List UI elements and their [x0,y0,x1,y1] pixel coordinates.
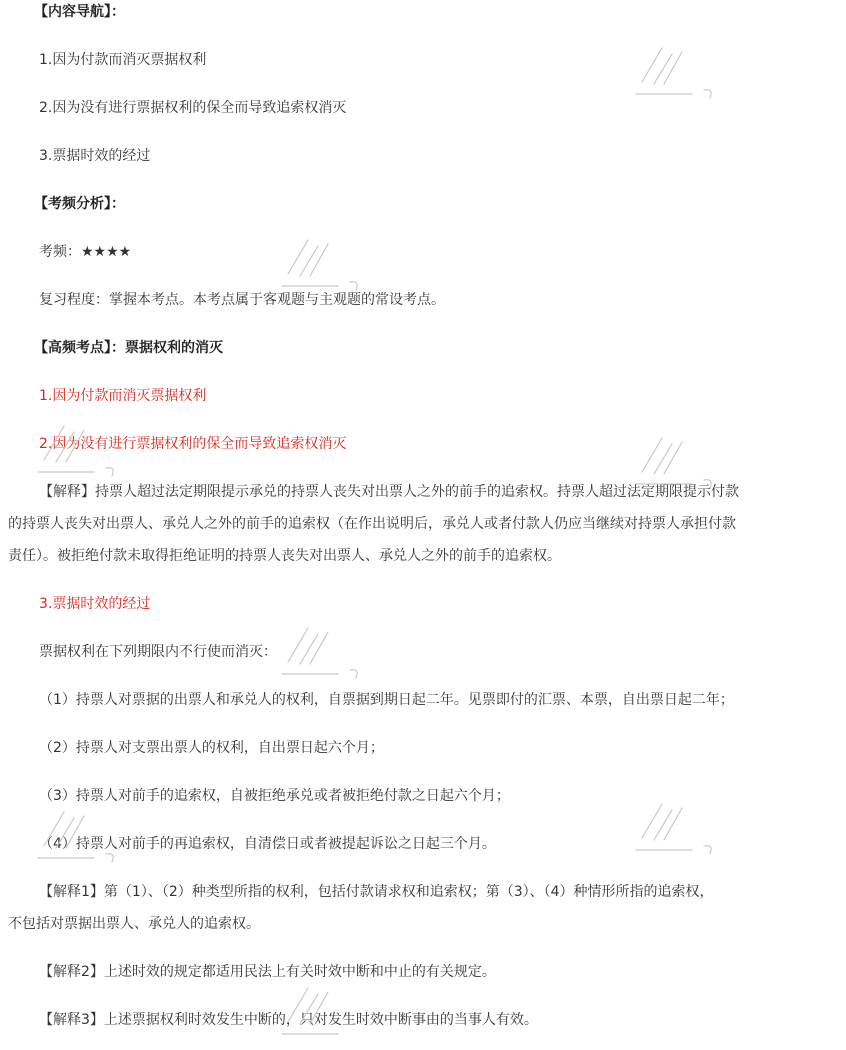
watermark-icon [278,620,368,690]
note-3: 【解释3】上述票据权利时效发生中断的，只对发生时效中断事由的当事人有效。 [39,1012,538,1028]
note-1 [8,876,840,940]
limitation-item-4: （4）持票人对前手的再追索权，自清偿日或者被提起诉讼之日起三个月。 [39,836,496,852]
limitation-item-3: （3）持票人对前手的追索权，自被拒绝承兑或者被拒绝付款之日起六个月； [39,788,510,804]
limitation-item-1: （1）持票人对票据的出票人和承兑人的权利，自票据到期日起二年。见票即付的汇票、本票，自出票日起二年； [39,692,734,708]
watermark-icon [632,796,722,866]
nav-heading: 【内容导航】： [34,4,125,20]
explanation-line-2: 的持票人丧失对出票人、承兑人之外的前手的追索权（在作出说明后，承兑人或者付款人仍应当继续对持票人承担付款 [8,516,736,532]
nav-item-3: 3.票据时效的经过 [39,148,151,164]
limitation-item-2: （2）持票人对支票出票人的权利，自出票日起六个月； [39,740,384,756]
frequency-rating: 考频：★★★★ [39,244,132,260]
hot-item-2: 2.因为没有进行票据权利的保全而导致追索权消灭 [39,436,347,452]
watermark-icon [632,40,722,110]
limitation-intro: 票据权利在下列期限内不行使而消灭： [39,644,277,660]
hot-item-3: 3.票据时效的经过 [39,596,151,612]
freq-heading: 【考频分析】： [34,196,125,212]
hot-heading: 【高频考点】：票据权利的消灭 [34,340,223,356]
note-2: 【解释2】上述时效的规定都适用民法上有关时效中断和中止的有关规定。 [39,964,496,980]
nav-item-2: 2.因为没有进行票据权利的保全而导致追索权消灭 [39,100,347,116]
hot-item-1: 1.因为付款而消灭票据权利 [39,388,207,404]
explanation-line-3: 责任）。被拒绝付款未取得拒绝证明的持票人丧失对出票人、承兑人之外的前手的追索权。 [8,548,561,564]
explanation-line-1: 【解释】持票人超过法定期限提示承兑的持票人丧失对出票人之外的前手的追索权。持票人超过法定期限提示付款 [39,484,739,500]
explanation-main [8,476,840,572]
note-1-line-2: 不包括对票据出票人、承兑人的追索权。 [8,916,260,932]
nav-item-1: 1.因为付款而消灭票据权利 [39,52,207,68]
note-1-line-1: 【解释1】第（1）、（2）种类型所指的权利，包括付款请求权和追索权；第（3）、（4）种情形所指的追索权， [39,884,714,900]
review-level: 复习程度：掌握本考点。本考点属于客观题与主观题的常设考点。 [39,292,445,308]
